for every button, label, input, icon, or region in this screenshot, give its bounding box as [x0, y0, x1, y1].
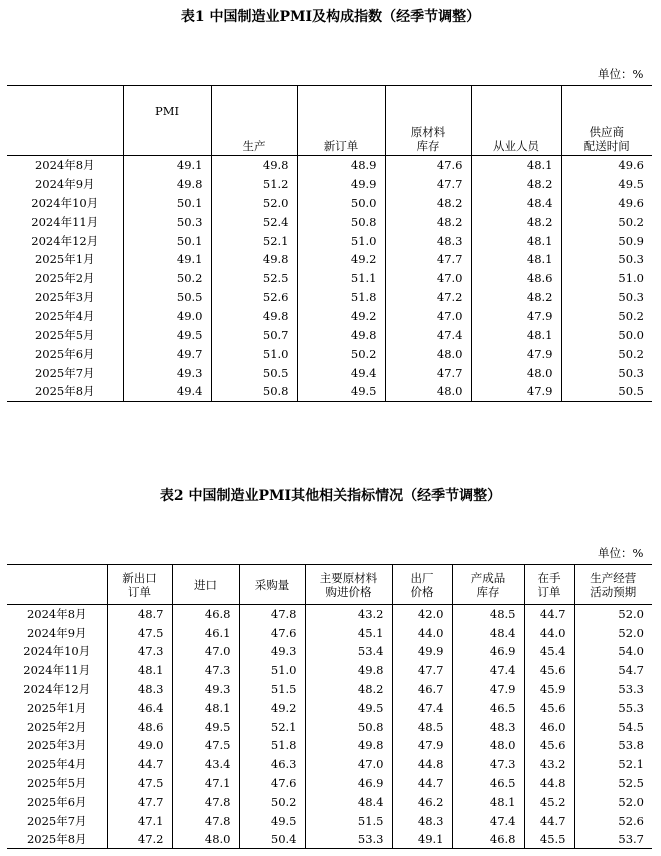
table1-title: 表1 中国制造业PMI及构成指数（经季节调整） [180, 9, 481, 25]
table1-corner-cell [7, 86, 123, 156]
table1-cell: 49.3 [123, 363, 211, 382]
table2-cell: 53.8 [574, 736, 652, 755]
table1-cell: 50.3 [561, 250, 652, 269]
table2-row-label: 2025年5月 [26, 776, 87, 791]
table2-cell: 48.1 [172, 698, 239, 717]
table2-cell: 53.3 [574, 680, 652, 699]
table1-cell: 48.2 [385, 193, 471, 212]
table1-cell: 49.8 [211, 156, 297, 175]
table1-cell: 50.8 [297, 212, 385, 231]
table2-cell: 48.0 [172, 830, 239, 849]
table1-cell: 49.4 [123, 382, 211, 401]
table2-row [7, 830, 652, 849]
table1-row [7, 212, 652, 231]
table1-cell: 49.5 [561, 174, 652, 193]
table2-cell: 45.9 [524, 680, 574, 699]
table2-cell: 49.3 [239, 642, 305, 661]
table1-cell: 48.2 [471, 174, 561, 193]
table1-cell: 49.6 [561, 156, 652, 175]
table1-cell: 50.2 [123, 269, 211, 288]
table1-header-pmi: PMI [123, 86, 211, 156]
table2-cell: 47.6 [239, 774, 305, 793]
table1-cell: 48.3 [385, 231, 471, 250]
table2-cell: 45.2 [524, 792, 574, 811]
table1-row [7, 193, 652, 212]
table2-cell: 52.5 [574, 774, 652, 793]
table1-row-label: 2025年4月 [34, 309, 95, 324]
table2-row-label: 2025年8月 [26, 832, 87, 847]
table1-cell: 48.0 [385, 382, 471, 401]
table2-header-business-expectations: 生产经营 活动预期 [574, 565, 652, 605]
table2-cell: 51.5 [239, 680, 305, 699]
table2-cell: 49.0 [107, 736, 172, 755]
table2-header-backlog-orders: 在手 订单 [524, 565, 574, 605]
table2-cell: 49.8 [305, 661, 392, 680]
table1-cell: 50.2 [561, 307, 652, 326]
table2-cell: 49.9 [392, 642, 452, 661]
table1-cell: 52.0 [211, 193, 297, 212]
table1-row-label: 2025年1月 [34, 252, 95, 267]
table2-cell: 46.1 [172, 623, 239, 642]
table2-header-new-export-orders: 新出口 订单 [107, 565, 172, 605]
table2-cell: 48.3 [107, 680, 172, 699]
table2-cell: 48.4 [305, 792, 392, 811]
table1-row-label: 2024年11月 [31, 214, 99, 229]
table1-cell: 48.2 [471, 288, 561, 307]
table1-cell: 50.5 [561, 382, 652, 401]
table2-row-label: 2024年8月 [26, 607, 87, 622]
table1-cell: 50.1 [123, 231, 211, 250]
table2-cell: 47.3 [452, 755, 524, 774]
table1-cell: 48.1 [471, 231, 561, 250]
table1-cell: 47.7 [385, 250, 471, 269]
table2-cell: 43.2 [524, 755, 574, 774]
table2-cell: 44.7 [392, 774, 452, 793]
table2-cell: 49.1 [392, 830, 452, 849]
table1-cell: 49.0 [123, 307, 211, 326]
table2-cell: 46.2 [392, 792, 452, 811]
table1-cell: 49.4 [297, 363, 385, 382]
table2-title: 表2 中国制造业PMI其他相关指标情况（经季节调整） [159, 488, 502, 504]
table2-row [7, 774, 652, 793]
table1-cell: 48.6 [471, 269, 561, 288]
table2-row [7, 717, 652, 736]
table1-cell: 47.4 [385, 326, 471, 345]
table2-row [7, 792, 652, 811]
table2-row [7, 680, 652, 699]
table2-cell: 44.8 [392, 755, 452, 774]
table1-header-row [7, 86, 652, 156]
table2-cell: 44.0 [524, 623, 574, 642]
table2-cell: 46.5 [452, 698, 524, 717]
table2-cell: 49.3 [172, 680, 239, 699]
table1-cell: 49.9 [297, 174, 385, 193]
table2-cell: 44.7 [107, 755, 172, 774]
table1-row [7, 344, 652, 363]
table1-cell: 51.2 [211, 174, 297, 193]
table1-cell: 49.8 [123, 174, 211, 193]
table2-cell: 48.4 [452, 623, 524, 642]
table1-cell: 49.1 [123, 250, 211, 269]
table2-cell: 51.8 [239, 736, 305, 755]
table2-cell: 48.6 [107, 717, 172, 736]
table1-row-label: 2025年2月 [34, 271, 95, 286]
table1-row-label: 2024年12月 [31, 233, 99, 248]
table2-cell: 45.6 [524, 698, 574, 717]
table1-row-label: 2025年3月 [34, 290, 95, 305]
table1-cell: 50.3 [123, 212, 211, 231]
table1-row [7, 307, 652, 326]
table2-cell: 49.2 [239, 698, 305, 717]
table1-cell: 49.2 [297, 250, 385, 269]
table1-header-raw-material-inventory: 原材料 库存 [385, 86, 471, 156]
table1-cell: 50.0 [561, 326, 652, 345]
table2-cell: 48.1 [452, 792, 524, 811]
table1-row [7, 382, 652, 401]
table2-cell: 47.4 [392, 698, 452, 717]
table2-cell: 52.0 [574, 605, 652, 624]
table2-cell: 45.6 [524, 661, 574, 680]
table2-cell: 42.0 [392, 605, 452, 624]
table2-row [7, 736, 652, 755]
table2-cell: 48.7 [107, 605, 172, 624]
table1-row-label: 2024年9月 [34, 176, 95, 191]
table2-cell: 47.5 [107, 623, 172, 642]
table1-row [7, 231, 652, 250]
table2-cell: 48.3 [392, 811, 452, 830]
table2-cell: 43.2 [305, 605, 392, 624]
table1-row [7, 156, 652, 175]
table2-cell: 47.1 [172, 774, 239, 793]
table2-cell: 46.0 [524, 717, 574, 736]
table1-cell: 50.9 [561, 231, 652, 250]
table2-cell: 48.5 [392, 717, 452, 736]
table2-row [7, 755, 652, 774]
table2-cell: 55.3 [574, 698, 652, 717]
table2-cell: 43.4 [172, 755, 239, 774]
table1-header-employment: 从业人员 [471, 86, 561, 156]
table2-cell: 44.8 [524, 774, 574, 793]
table2-cell: 45.5 [524, 830, 574, 849]
table1-row-label: 2025年5月 [34, 327, 95, 342]
table1-cell: 51.8 [297, 288, 385, 307]
table2-cell: 47.5 [107, 774, 172, 793]
table1-cell: 51.0 [561, 269, 652, 288]
table2-cell: 47.4 [452, 811, 524, 830]
table2-cell: 51.5 [305, 811, 392, 830]
table1-cell: 50.2 [561, 344, 652, 363]
table1-cell: 47.7 [385, 363, 471, 382]
table1-cell: 52.1 [211, 231, 297, 250]
table1-cell: 50.5 [211, 363, 297, 382]
table2-cell: 47.0 [172, 642, 239, 661]
table2-cell: 47.8 [239, 605, 305, 624]
table1-cell: 48.0 [385, 344, 471, 363]
table2-cell: 46.5 [452, 774, 524, 793]
table2-cell: 46.8 [172, 605, 239, 624]
table1-header-new-orders: 新订单 [297, 86, 385, 156]
table1-row-label: 2025年7月 [34, 365, 95, 380]
table1-cell: 49.5 [297, 382, 385, 401]
table1-cell: 47.9 [471, 344, 561, 363]
table2-cell: 49.5 [172, 717, 239, 736]
table2-cell: 52.0 [574, 792, 652, 811]
table2-row [7, 661, 652, 680]
table1-cell: 49.8 [211, 307, 297, 326]
table1-cell: 51.0 [211, 344, 297, 363]
table1-cell: 49.2 [297, 307, 385, 326]
table1-cell: 48.4 [471, 193, 561, 212]
table1-cell: 50.7 [211, 326, 297, 345]
table2-cell: 47.7 [107, 792, 172, 811]
table1-cell: 47.6 [385, 156, 471, 175]
table2-cell: 52.0 [574, 623, 652, 642]
table1-row-label: 2024年8月 [34, 158, 95, 173]
table1-cell: 47.2 [385, 288, 471, 307]
table2-row-label: 2025年6月 [26, 794, 87, 809]
table1-row [7, 250, 652, 269]
table1-row [7, 174, 652, 193]
table2-cell: 46.4 [107, 698, 172, 717]
table1-cell: 50.0 [297, 193, 385, 212]
table1-row [7, 288, 652, 307]
table2-unit: 单位：% [598, 546, 644, 560]
table1-cell: 50.5 [123, 288, 211, 307]
table2-cell: 44.7 [524, 811, 574, 830]
table2-cell: 49.5 [239, 811, 305, 830]
table1-unit: 单位：% [598, 67, 644, 81]
table2-cell: 47.3 [107, 642, 172, 661]
table2-cell: 52.1 [239, 717, 305, 736]
table1-cell: 52.6 [211, 288, 297, 307]
table2 [7, 564, 652, 849]
table2-cell: 45.4 [524, 642, 574, 661]
table1-cell: 47.0 [385, 269, 471, 288]
table2-cell: 47.3 [172, 661, 239, 680]
table1-cell: 48.1 [471, 250, 561, 269]
table2-row-label: 2024年10月 [23, 644, 91, 659]
table1-cell: 48.1 [471, 156, 561, 175]
table1-cell: 47.9 [471, 307, 561, 326]
table2-header-input-prices: 主要原材料 购进价格 [305, 565, 392, 605]
table1-cell: 51.0 [297, 231, 385, 250]
table1-row [7, 363, 652, 382]
table2-cell: 52.6 [574, 811, 652, 830]
table2-cell: 48.5 [452, 605, 524, 624]
table2-header-finished-goods-inventory: 产成品 库存 [452, 565, 524, 605]
table1-row-label: 2024年10月 [31, 195, 99, 210]
table2-cell: 50.4 [239, 830, 305, 849]
table1-header-production: 生产 [211, 86, 297, 156]
table2-cell: 53.4 [305, 642, 392, 661]
table2-row [7, 623, 652, 642]
table1-cell: 49.8 [211, 250, 297, 269]
table2-cell: 47.8 [172, 811, 239, 830]
table1-cell: 50.2 [297, 344, 385, 363]
table2-header-row [7, 565, 652, 605]
table2-cell: 48.0 [452, 736, 524, 755]
table2-cell: 47.8 [172, 792, 239, 811]
table2-corner-cell [7, 565, 107, 605]
table1 [7, 85, 652, 402]
table2-cell: 51.0 [239, 661, 305, 680]
table1-cell: 52.5 [211, 269, 297, 288]
table2-cell: 48.2 [305, 680, 392, 699]
table2-cell: 47.6 [239, 623, 305, 642]
table2-cell: 44.7 [524, 605, 574, 624]
table1-row-label: 2025年6月 [34, 346, 95, 361]
table2-cell: 44.0 [392, 623, 452, 642]
table2-row-label: 2024年12月 [23, 682, 91, 697]
table1-cell: 47.0 [385, 307, 471, 326]
table2-header-output-prices: 出厂 价格 [392, 565, 452, 605]
table2-cell: 54.5 [574, 717, 652, 736]
table2-cell: 54.0 [574, 642, 652, 661]
table2-cell: 45.6 [524, 736, 574, 755]
table2-cell: 47.0 [305, 755, 392, 774]
table2-row-label: 2025年2月 [26, 719, 87, 734]
table1-header-supplier-delivery-time: 供应商 配送时间 [561, 86, 652, 156]
table2-row-label: 2025年7月 [26, 813, 87, 828]
table2-cell: 47.5 [172, 736, 239, 755]
table2-row-label: 2025年3月 [26, 738, 87, 753]
table2-cell: 50.8 [305, 717, 392, 736]
table1-cell: 48.1 [471, 326, 561, 345]
table2-cell: 47.7 [392, 661, 452, 680]
table2-cell: 47.9 [392, 736, 452, 755]
table1-row [7, 326, 652, 345]
table1-cell: 49.5 [123, 326, 211, 345]
table2-row [7, 642, 652, 661]
table2-cell: 46.9 [452, 642, 524, 661]
table1-cell: 47.9 [471, 382, 561, 401]
table1-cell: 50.8 [211, 382, 297, 401]
table2-cell: 46.8 [452, 830, 524, 849]
table1-row [7, 269, 652, 288]
table2-cell: 47.4 [452, 661, 524, 680]
table1-cell: 47.7 [385, 174, 471, 193]
table1-cell: 50.2 [561, 212, 652, 231]
table1-row-label: 2025年8月 [34, 384, 95, 399]
table1-cell: 48.2 [385, 212, 471, 231]
table1-cell: 49.7 [123, 344, 211, 363]
table2-row [7, 811, 652, 830]
table2-cell: 46.3 [239, 755, 305, 774]
table2-cell: 46.9 [305, 774, 392, 793]
table2-row [7, 698, 652, 717]
table2-cell: 53.3 [305, 830, 392, 849]
table1-cell: 51.1 [297, 269, 385, 288]
table2-row-label: 2025年1月 [26, 700, 87, 715]
table1-cell: 48.2 [471, 212, 561, 231]
table1-cell: 50.3 [561, 363, 652, 382]
table1-cell: 49.1 [123, 156, 211, 175]
table2-cell: 49.8 [305, 736, 392, 755]
table2-cell: 46.7 [392, 680, 452, 699]
table2-header-purchase-quantity: 采购量 [239, 565, 305, 605]
table2-cell: 47.1 [107, 811, 172, 830]
table1-cell: 52.4 [211, 212, 297, 231]
table1-cell: 50.1 [123, 193, 211, 212]
table1-cell: 49.6 [561, 193, 652, 212]
table1-cell: 48.9 [297, 156, 385, 175]
table1-cell: 48.0 [471, 363, 561, 382]
table2-row-label: 2025年4月 [26, 757, 87, 772]
table2-cell: 47.2 [107, 830, 172, 849]
table1-cell: 50.3 [561, 288, 652, 307]
table2-cell: 50.2 [239, 792, 305, 811]
table2-cell: 49.5 [305, 698, 392, 717]
table2-cell: 45.1 [305, 623, 392, 642]
table2-cell: 52.1 [574, 755, 652, 774]
table2-cell: 48.3 [452, 717, 524, 736]
table2-row-label: 2024年9月 [26, 625, 87, 640]
table2-row-label: 2024年11月 [23, 663, 91, 678]
table2-row [7, 605, 652, 624]
table2-header-imports: 进口 [172, 565, 239, 605]
table2-cell: 54.7 [574, 661, 652, 680]
table2-cell: 47.9 [452, 680, 524, 699]
table2-cell: 48.1 [107, 661, 172, 680]
table1-cell: 49.8 [297, 326, 385, 345]
table2-cell: 53.7 [574, 830, 652, 849]
